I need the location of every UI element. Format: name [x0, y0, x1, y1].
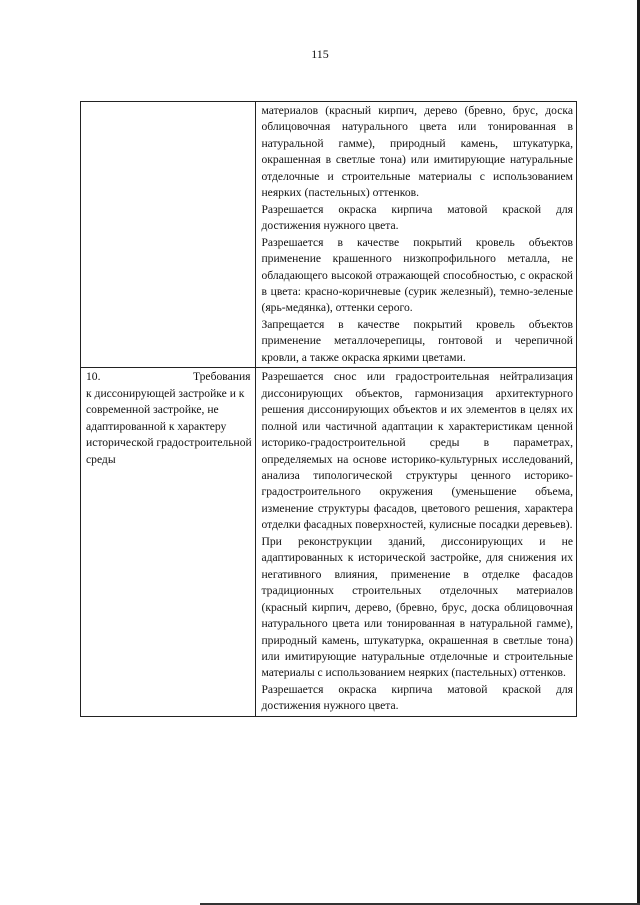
- table-cell-right: [256, 368, 577, 717]
- paragraph: Разрешается снос или градостроительная нейтрализация диссонирующих объектов, гармонизация архитектурного решения диссонирующих объектов и их элементов в целях их полной или частичной адаптации к характеристикам ценной историко-градостроительной среды в параметрах, определяемых на основе историко-культурных исследований, анализа типологической структуры ценного историко-градостроительного окружения (уменьшение объема, изменение структуры фасадов, цветового решения, характера отделки фасадных поверхностей, кулисные посадки деревьев).: [261, 370, 573, 532]
- table-cell-right: [256, 102, 577, 368]
- requirement-title-first: Требования к: [86, 370, 251, 400]
- requirement-title-rest: диссонирующей застройке и к современной застройке, не адаптированной к характеру исторической градостроительной среды: [86, 386, 252, 466]
- table-row: [81, 368, 577, 717]
- page-number: 115: [311, 47, 329, 61]
- paragraph: Разрешается окраска кирпича матовой краской для достижения нужного цвета.: [261, 682, 573, 713]
- paragraph: При реконструкции зданий, диссонирующих и не адаптированных к исторической застройке, для снижения их негативного влияния, применение в отделке фасадов традиционных строительных отделочных материалов (красный кирпич, дерево, (бревно, брус, доска облицовочная натурального цвета или тонированная в натуральной гамме), природный камень, штукатурка, окрашенная в светлые тона) или имитирующие натуральные отделочные и строительные материалы с использованием неярких (пастельных) оттенков.: [261, 534, 573, 680]
- table-cell-left: [81, 102, 256, 368]
- requirements-table: [80, 101, 577, 717]
- paragraph: Разрешается окраска кирпича матовой краской для достижения нужного цвета.: [261, 202, 573, 233]
- table-row: [81, 102, 577, 368]
- paragraph: Разрешается в качестве покрытий кровель объектов применение крашенного низкопрофильного металла, не обладающего высокой отражающей способностью, с окраской в цвета: красно-коричневые (сурик железный), темно-зеленые (ярь-медянка), оттенки серого.: [261, 235, 573, 315]
- requirement-number: 10.: [86, 370, 101, 384]
- paragraph: Запрещается в качестве покрытий кровель объектов применение металлочерепицы, гонтовой и черепичной кровли, а также окраска яркими цветами.: [261, 317, 573, 364]
- paragraph: материалов (красный кирпич, дерево (бревно, брус, доска облицовочная натурального цвета или тонированная в натуральной гамме), природный камень, штукатурка, окрашенная в светлые тона) или имитирующие натуральные отделочные и строительные материалы с использованием неярких (пастельных) оттенков.: [261, 104, 573, 200]
- table-cell-left: [81, 368, 256, 717]
- requirement-title: [86, 369, 252, 468]
